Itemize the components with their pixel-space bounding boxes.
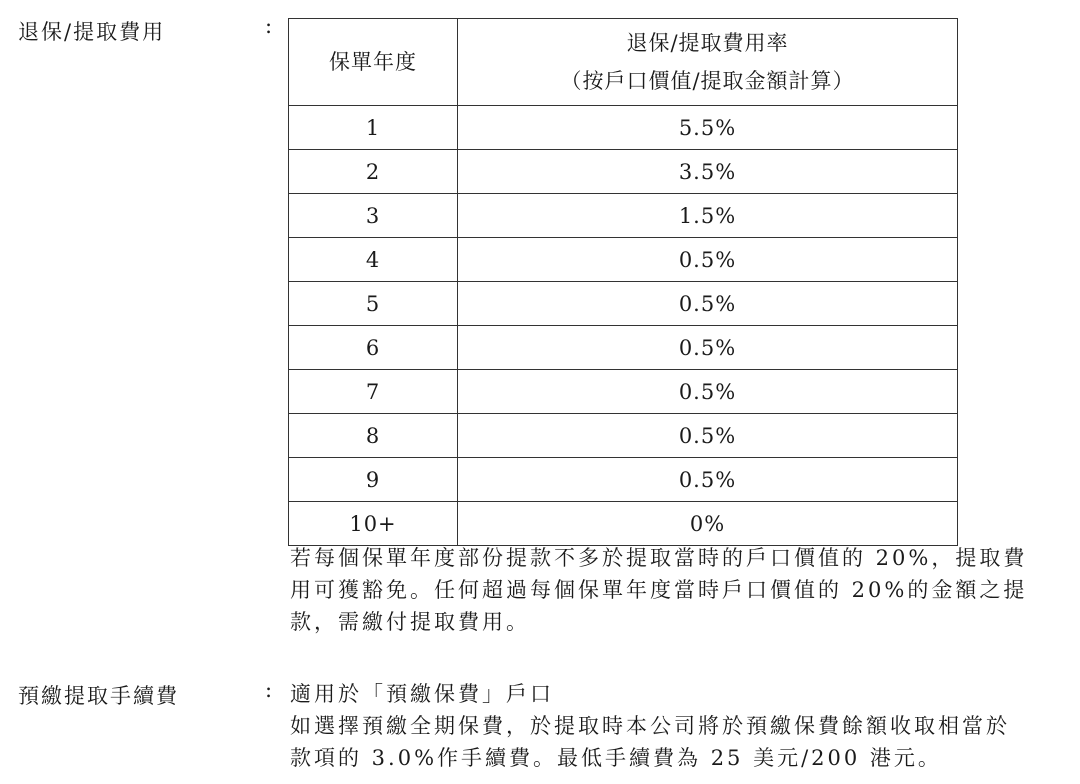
table-row <box>289 194 958 238</box>
withdrawal-fee-colon: : <box>265 14 275 38</box>
year-cell: 2 <box>289 150 458 194</box>
year-cell: 4 <box>289 238 458 282</box>
prepay-line: 適用於「預繳保費」戶口 <box>290 682 554 706</box>
year-cell: 9 <box>289 458 458 502</box>
header-fee-rate <box>458 19 958 106</box>
withdrawal-fee-table <box>288 18 958 546</box>
header-policy-year: 保單年度 <box>289 19 458 106</box>
table-row <box>289 414 958 458</box>
rate-cell: 0.5% <box>458 282 958 326</box>
table-row <box>289 238 958 282</box>
table-row <box>289 370 958 414</box>
table-row <box>289 106 958 150</box>
year-cell: 6 <box>289 326 458 370</box>
year-cell: 3 <box>289 194 458 238</box>
rate-cell: 1.5% <box>458 194 958 238</box>
rate-cell: 0.5% <box>458 458 958 502</box>
prepay-fee-label: 預繳提取手續費 <box>18 684 179 708</box>
rate-cell: 0.5% <box>458 414 958 458</box>
prepay-fee-colon: : <box>265 678 275 702</box>
header-fee-rate-line1: 退保/提取費用率 <box>626 31 789 55</box>
prepay-line: 款項的 3.0%作手續費。最低手續費為 25 美元/200 港元。 <box>290 746 942 770</box>
table-row <box>289 326 958 370</box>
header-fee-rate-line2: （按戶口價值/提取金額計算） <box>560 69 855 93</box>
prepay-line: 如選擇預繳全期保費，於提取時本公司將於預繳保費餘額收取相當於 <box>290 714 1010 738</box>
table-header-row <box>289 19 958 106</box>
year-cell: 7 <box>289 370 458 414</box>
rate-cell: 0% <box>458 502 958 546</box>
year-cell: 5 <box>289 282 458 326</box>
year-cell: 1 <box>289 106 458 150</box>
note-line: 用可獲豁免。任何超過每個保單年度當時戶口價值的 20%的金額之提 <box>290 578 1028 602</box>
table-row <box>289 282 958 326</box>
rate-cell: 3.5% <box>458 150 958 194</box>
table-row <box>289 502 958 546</box>
table-row <box>289 458 958 502</box>
note-line: 若每個保單年度部份提款不多於提取當時的戶口價值的 20%，提取費 <box>290 546 1028 570</box>
withdrawal-fee-label: 退保/提取費用 <box>18 20 166 44</box>
year-cell: 10+ <box>289 502 458 546</box>
prepay-fee-description <box>290 678 1060 774</box>
rate-cell: 5.5% <box>458 106 958 150</box>
rate-cell: 0.5% <box>458 370 958 414</box>
rate-cell: 0.5% <box>458 238 958 282</box>
note-line: 款，需繳付提取費用。 <box>290 610 530 634</box>
withdrawal-fee-note <box>290 542 1060 638</box>
rate-cell: 0.5% <box>458 326 958 370</box>
table-row <box>289 150 958 194</box>
year-cell: 8 <box>289 414 458 458</box>
